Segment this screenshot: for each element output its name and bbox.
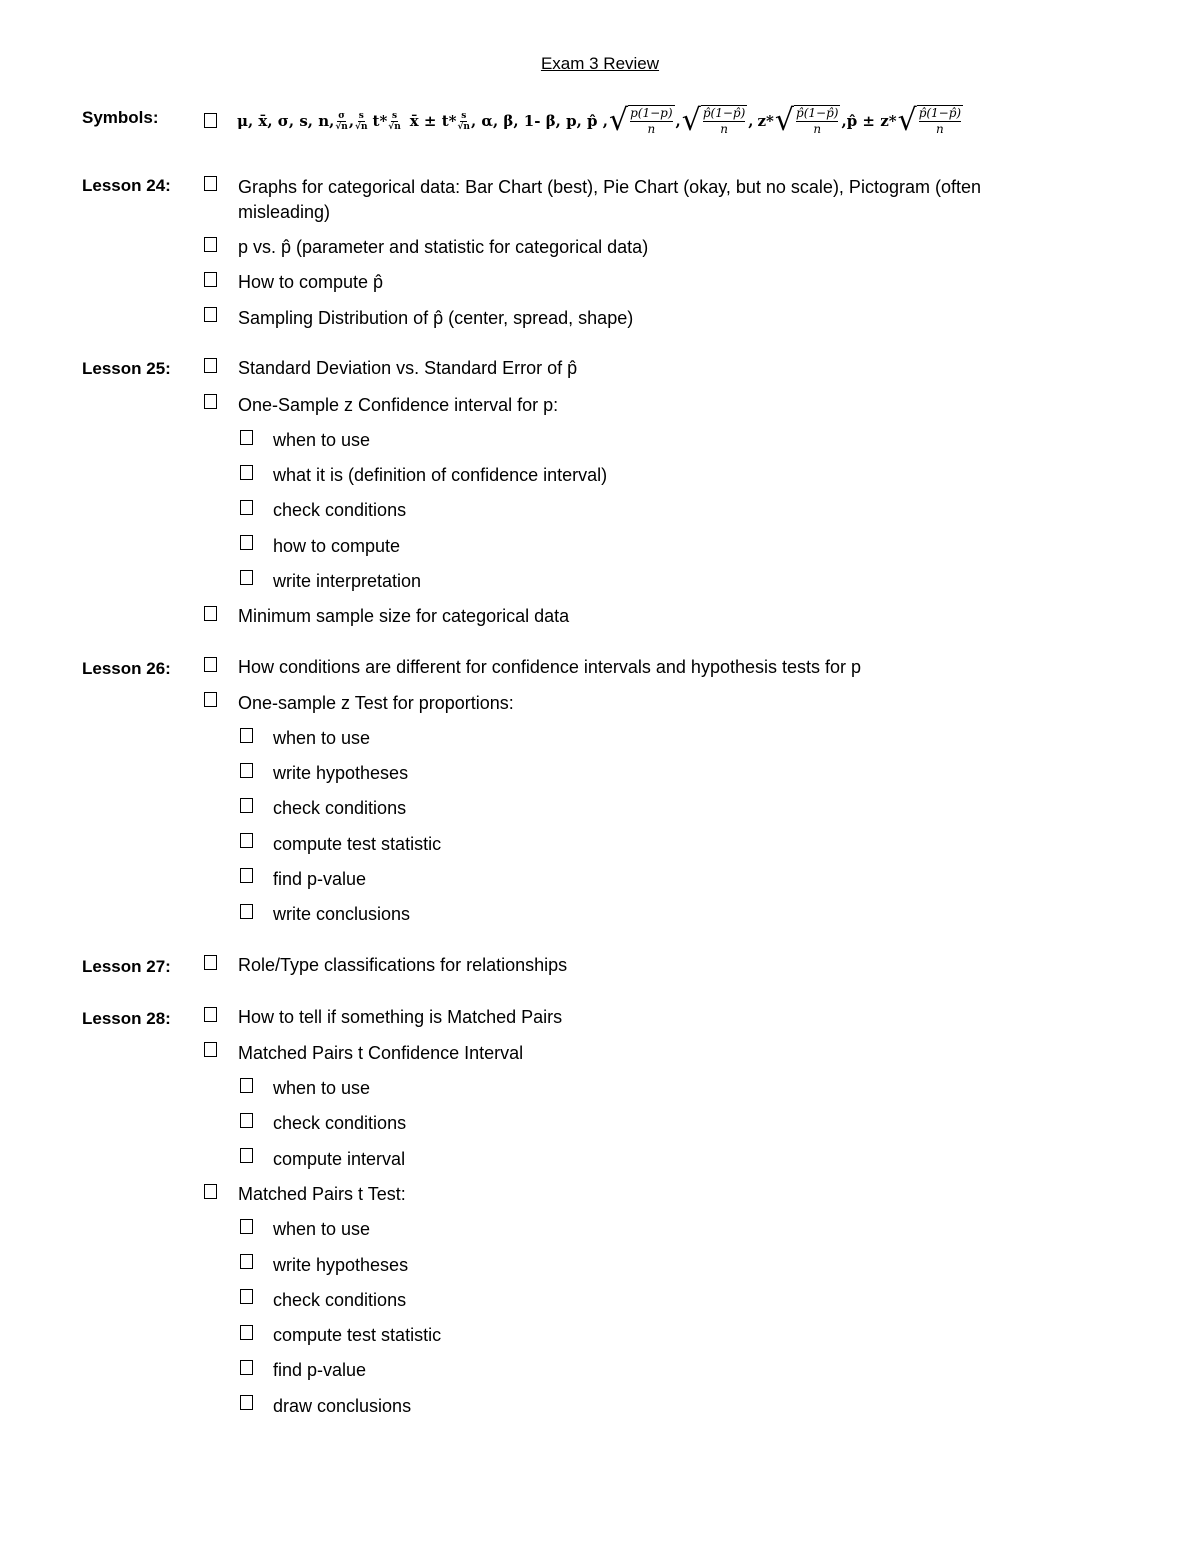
lesson-25-label: Lesson 25: — [82, 359, 171, 378]
checklist-item: p vs. p̂ (parameter and statistic for categorical data) — [238, 237, 649, 257]
checklist-subitem: check conditions — [273, 1290, 407, 1310]
checkbox[interactable] — [204, 955, 217, 970]
checklist-subitem: check conditions — [273, 1113, 407, 1133]
checkbox[interactable] — [240, 904, 253, 919]
checkbox[interactable] — [240, 1289, 253, 1304]
checkbox[interactable] — [204, 1007, 217, 1022]
checklist-subitem: check conditions — [273, 798, 407, 818]
s-over-root-n-2: $\frac{s}{√n}$ — [388, 110, 401, 132]
symbols-formula: μ, x̄, σ, s, n, $\frac{\sigma}{√n}$ , $\frac{s}{√n}$ t* $\frac{s}{√n}$ x̄ ± t* $\frac{s}{√n}$ , α, β, 1- β, p, p̂ , √ p(1−p) n , √ p̂(1−p̂) n , z* √ p̂(1−p̂) n , p̂ ± z* √ p̂(1−p̂) n — [237, 103, 962, 138]
checkbox[interactable] — [240, 570, 253, 585]
sqrt-phat-expression-2: √ p̂(1−p̂) n — [774, 103, 839, 138]
checkbox[interactable] — [204, 358, 217, 373]
checklist-item: How to tell if something is Matched Pairs — [238, 1007, 563, 1027]
checkbox[interactable] — [240, 1113, 253, 1128]
checkbox[interactable] — [204, 307, 217, 322]
checklist-subitem: check conditions — [273, 500, 407, 520]
symbols-checkbox[interactable] — [204, 113, 217, 128]
symbols-list-mid: , α, β, 1- β, p, p̂ , — [470, 112, 608, 130]
lesson-28-label: Lesson 28: — [82, 1009, 171, 1028]
sqrt-p-expression: √ p(1−p) n — [608, 103, 673, 138]
lesson-26-label: Lesson 26: — [82, 659, 171, 678]
checklist-item: Minimum sample size for categorical data — [238, 606, 570, 626]
checkbox[interactable] — [204, 692, 217, 707]
checkbox[interactable] — [240, 763, 253, 778]
checklist-subitem: when to use — [273, 1078, 371, 1098]
lesson-27-label: Lesson 27: — [82, 957, 171, 976]
sqrt-phat-expression: √ p̂(1−p̂) n — [681, 103, 746, 138]
symbols-list-start: μ, x̄, σ, s, n, — [237, 112, 335, 130]
checkbox[interactable] — [240, 1325, 253, 1340]
checkbox[interactable] — [240, 1219, 253, 1234]
checklist-subitem: write hypotheses — [273, 1255, 409, 1275]
sigma-over-root-n: $\frac{\sigma}{√n}$ — [335, 110, 348, 132]
sqrt-phat-expression-3: √ p̂(1−p̂) n — [897, 103, 962, 138]
checklist-subitem: write interpretation — [273, 571, 422, 591]
checkbox[interactable] — [240, 1078, 253, 1093]
checklist-item: Matched Pairs t Test: — [238, 1184, 406, 1204]
checkbox[interactable] — [204, 237, 217, 252]
checklist-subitem: compute test statistic — [273, 834, 442, 854]
checklist-subitem: compute interval — [273, 1149, 406, 1169]
checkbox[interactable] — [204, 394, 217, 409]
t-star: t* — [372, 112, 388, 130]
checklist-item: Sampling Distribution of p̂ (center, spread, shape) — [238, 308, 634, 328]
checklist-subitem: draw conclusions — [273, 1396, 412, 1416]
checkbox[interactable] — [240, 728, 253, 743]
checklist-subitem: compute test statistic — [273, 1325, 442, 1345]
checkbox[interactable] — [204, 606, 217, 621]
z-star: z* — [757, 112, 774, 130]
checkbox[interactable] — [240, 500, 253, 515]
checkbox[interactable] — [204, 176, 217, 191]
lesson-24-label: Lesson 24: — [82, 176, 171, 195]
checkbox[interactable] — [204, 657, 217, 672]
checklist-item: Role/Type classifications for relationships — [238, 955, 568, 975]
checklist-item: One-sample z Test for proportions: — [238, 693, 514, 713]
checklist-item: How to compute p̂ — [238, 272, 384, 292]
checklist-item: Standard Deviation vs. Standard Error of p̂ — [238, 358, 578, 378]
checklist-subitem: find p-value — [273, 1360, 367, 1380]
checklist-item: Graphs for categorical data: Bar Chart (best), Pie Chart (okay, but no scale), Pictogram (often misleading) — [238, 177, 981, 222]
checklist-item: Matched Pairs t Confidence Interval — [238, 1043, 524, 1063]
checkbox[interactable] — [240, 465, 253, 480]
checkbox[interactable] — [204, 272, 217, 287]
checkbox[interactable] — [240, 798, 253, 813]
checkbox[interactable] — [240, 868, 253, 883]
checkbox[interactable] — [240, 1148, 253, 1163]
symbols-label: Symbols: — [82, 108, 159, 127]
checkbox[interactable] — [240, 430, 253, 445]
checklist-subitem: when to use — [273, 430, 371, 450]
s-over-root-n: $\frac{s}{√n}$ — [355, 110, 368, 132]
checklist-subitem: when to use — [273, 1219, 371, 1239]
checklist-subitem: what it is (definition of confidence interval) — [273, 465, 608, 485]
page-title: Exam 3 Review — [540, 54, 660, 73]
checklist-subitem: write conclusions — [273, 904, 411, 924]
checkbox[interactable] — [240, 1395, 253, 1410]
checkbox[interactable] — [204, 1184, 217, 1199]
checklist-subitem: find p-value — [273, 869, 367, 889]
checklist-subitem: when to use — [273, 728, 371, 748]
checkbox[interactable] — [204, 1042, 217, 1057]
s-over-root-n-3: $\frac{s}{√n}$ — [457, 110, 470, 132]
checklist-subitem: write hypotheses — [273, 763, 409, 783]
checklist-item: One-Sample z Confidence interval for p: — [238, 395, 559, 415]
phat-plus-minus: p̂ ± z* — [846, 112, 897, 130]
checkbox[interactable] — [240, 833, 253, 848]
xbar-plus-minus: x̄ ± t* — [409, 112, 457, 130]
checkbox[interactable] — [240, 535, 253, 550]
checklist-item: How conditions are different for confidence intervals and hypothesis tests for p — [238, 657, 862, 677]
checklist-subitem: how to compute — [273, 536, 401, 556]
checkbox[interactable] — [240, 1254, 253, 1269]
checkbox[interactable] — [240, 1360, 253, 1375]
